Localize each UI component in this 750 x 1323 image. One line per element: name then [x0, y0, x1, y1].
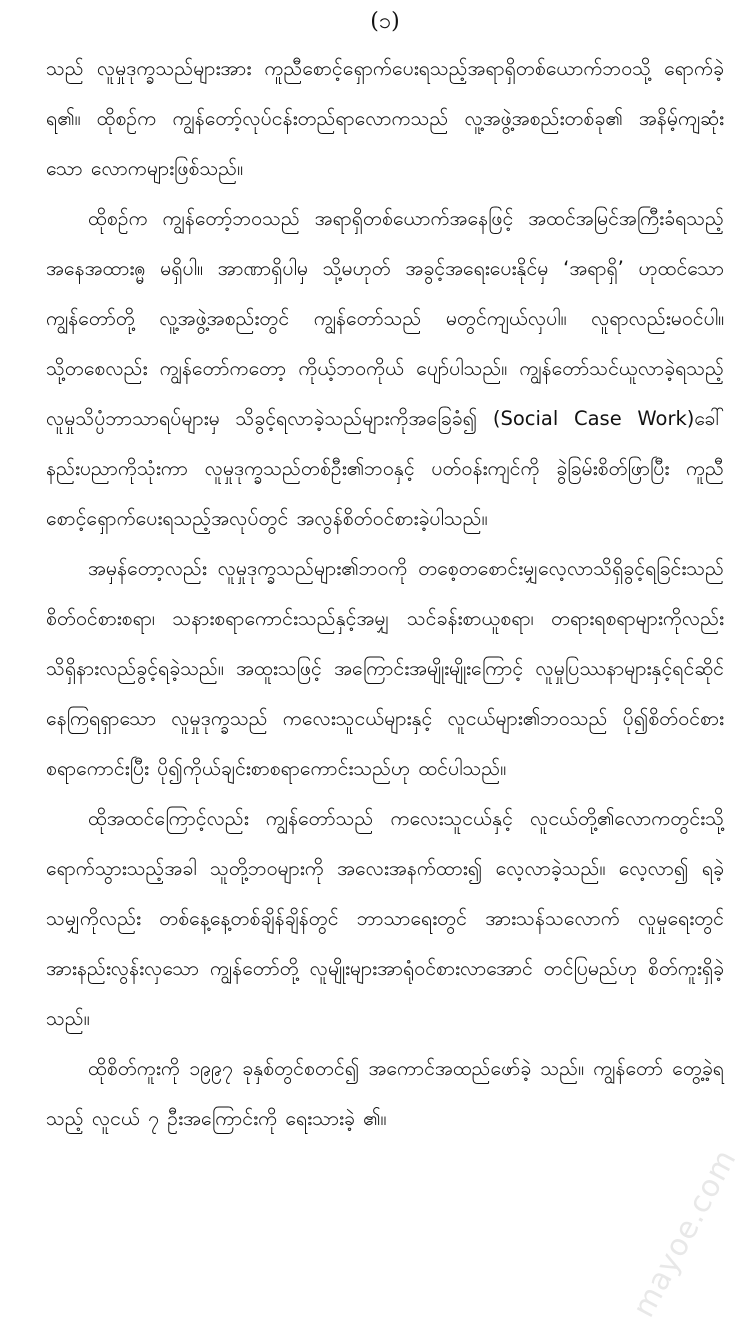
paragraph: ထိုစဉ်က ကျွန်တော့်ဘဝသည် အရာရှိတစ်ယောက်အနေဖြင့် အထင်အမြင်အကြီးခံရသည့်အနေအထားၐ္မ မရှိပါ။ အာဏာရှိပါမှ သို့မဟုတ် အခွင့်အရေးပေးနိုင်မှ ‘အရာရှိ’ ဟုထင်သော ကျွန်တော်တို့ လူ့အဖွဲ့အစည်းတွင် ကျွန်တော်သည် မတွင်ကျယ်လှပါ။ လူရာလည်းမဝင်ပါ။ သို့တစေလည်း ကျွန်တော်ကတော့ ကိုယ့်ဘဝကိုယ် ပျော်ပါသည်။ ကျွန်တော်သင်ယူလာခဲ့ရသည့် လူမှုသိပ္ပံဘာသာရပ်များမှ သိခွင့်ရလာခဲ့သည်များကိုအခြေခံ၍ (Social Case Work)ခေါ် နည်းပညာကိုသုံးကာ လူမှုဒုက္ခသည်တစ်ဦး၏ဘဝနှင့် ပတ်ဝန်းကျင်ကို ခွဲခြမ်းစိတ်ဖြာပြီး ကူညီစောင့်ရှောက်ပေးရသည့်အလုပ်တွင် အလွန်စိတ်ဝင်စားခဲ့ပါသည်။ [46, 207, 724, 530]
page-number: (၁) [370, 9, 400, 34]
paragraph-continuation: သည် လူမှုဒုက္ခသည်များအား ကူညီစောင့်ရှောက်ပေးရသည့်အရာရှိတစ်ယောက်ဘဝသို့ ရောက်ခဲ့ရ၏။ ထိုစဉ်က ကျွန်တော့်လုပ်ငန်းတည်ရာလောကသည် လူ့အဖွဲ့အစည်းတစ်ခု၏ အနိမ့်ကျဆုံးသော လောကများဖြစ်သည်။ [46, 57, 724, 180]
paragraph: ထိုစိတ်ကူးကို ၁၉၉၇ ခုနှစ်တွင်စတင်၍ အကောင်အထည်ဖော်ခဲ့ သည်။ ကျွန်တော် တွေ့ခဲ့ရသည့် လူငယ် ၇ ဦးအကြောင်းကို ရေးသားခဲ့ ၏။ [46, 1057, 724, 1130]
paragraph: ထိုအထင်ကြောင့်လည်း ကျွန်တော်သည် ကလေးသူငယ်နှင့် လူငယ်တို့၏လောကတွင်းသို့ ရောက်သွားသည့်အခါ သူတို့ဘဝများကို အလေးအနက်ထား၍ လေ့လာခဲ့သည်။ လေ့လာ၍ ရခဲ့သမျှကိုလည်း တစ်နေ့နေ့တစ်ချိန်ချိန်တွင် ဘာသာရေးတွင် အားသန်သလောက် လူမှုရေးတွင် အားနည်းလွန်းလှသော ကျွန်တော်တို့ လူမျိုးများအာရုံဝင်စားလာအောင် တင်ပြမည်ဟု စိတ်ကူးရှိခဲ့သည်။ [46, 807, 724, 1030]
paragraph: အမှန်တော့လည်း လူမှုဒုက္ခသည်များ၏ဘဝကို တစေ့တစောင်းမျှလေ့လာသိရှိခွင့်ရခြင်းသည် စိတ်ဝင်စားစရာ၊ သနားစရာကောင်းသည်နှင့်အမျှ သင်ခန်းစာယူစရာ၊ တရားရစရာများကိုလည်း သိရှိနားလည်ခွင့်ရခဲ့သည်။ အထူးသဖြင့် အကြောင်းအမျိုးမျိုးကြောင့် လူမှုပြဿနာများနှင့်ရင်ဆိုင်နေကြရရှာသော လူမှုဒုက္ခသည် ကလေးသူငယ်များနှင့် လူငယ်များ၏ဘဝသည် ပို၍စိတ်ဝင်စားစရာကောင်းပြီး ပို၍ကိုယ်ချင်းစာစရာကောင်းသည်ဟု ထင်ပါသည်။ [46, 557, 724, 780]
watermark: mayoe.com [626, 1143, 744, 1323]
